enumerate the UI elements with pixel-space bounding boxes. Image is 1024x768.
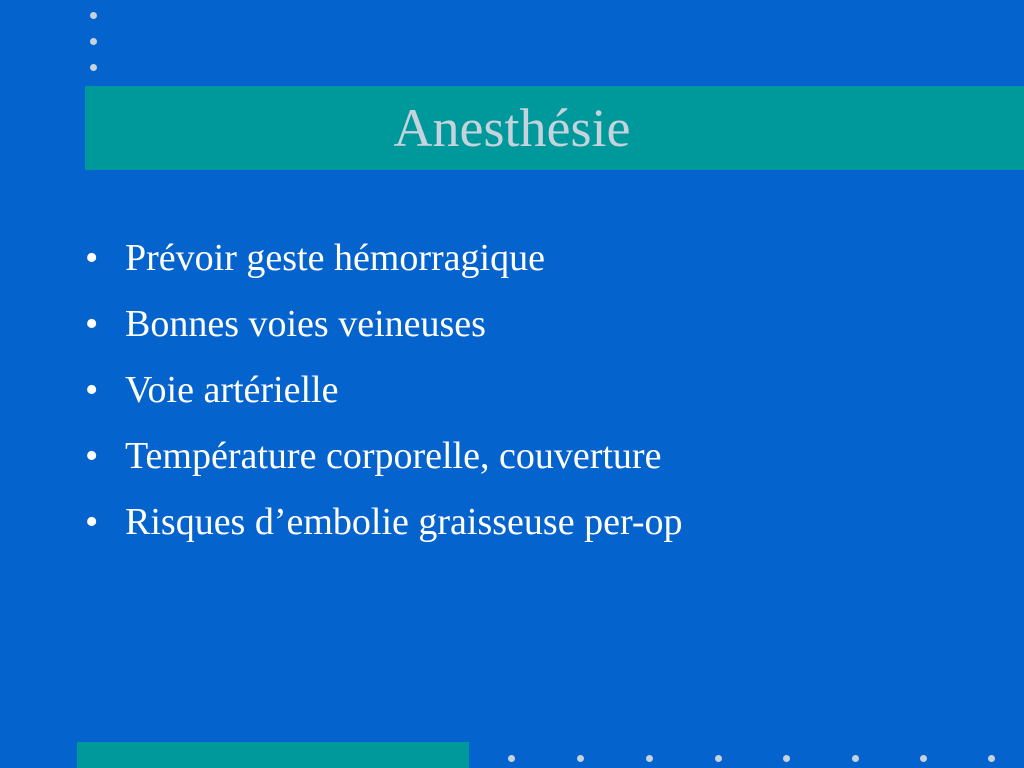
decorative-dot xyxy=(508,755,515,762)
decorative-dot xyxy=(988,755,995,762)
bullet-text: Bonnes voies veineuses xyxy=(125,303,486,345)
bullet-icon: • xyxy=(85,303,99,345)
bullet-text: Température corporelle, couverture xyxy=(125,435,662,477)
slide-title: Anesthésie xyxy=(393,98,631,158)
decorative-dot xyxy=(783,755,790,762)
bullet-icon: • xyxy=(85,435,99,477)
decorative-dot xyxy=(90,38,97,45)
bullet-text: Risques d’embolie graisseuse per-op xyxy=(125,501,683,543)
footer-band xyxy=(77,742,469,768)
decorative-dot xyxy=(577,755,584,762)
decorative-dot xyxy=(920,755,927,762)
decorative-dot xyxy=(715,755,722,762)
bullet-text: Voie artérielle xyxy=(125,369,339,411)
bullet-text: Prévoir geste hémorragique xyxy=(125,237,545,279)
decorative-dot xyxy=(646,755,653,762)
bullet-icon: • xyxy=(85,237,99,279)
decorative-dot xyxy=(90,64,97,71)
decorative-dot xyxy=(90,12,97,19)
decorative-dot xyxy=(852,755,859,762)
bullet-icon: • xyxy=(85,369,99,411)
bullet-icon: • xyxy=(85,501,99,543)
